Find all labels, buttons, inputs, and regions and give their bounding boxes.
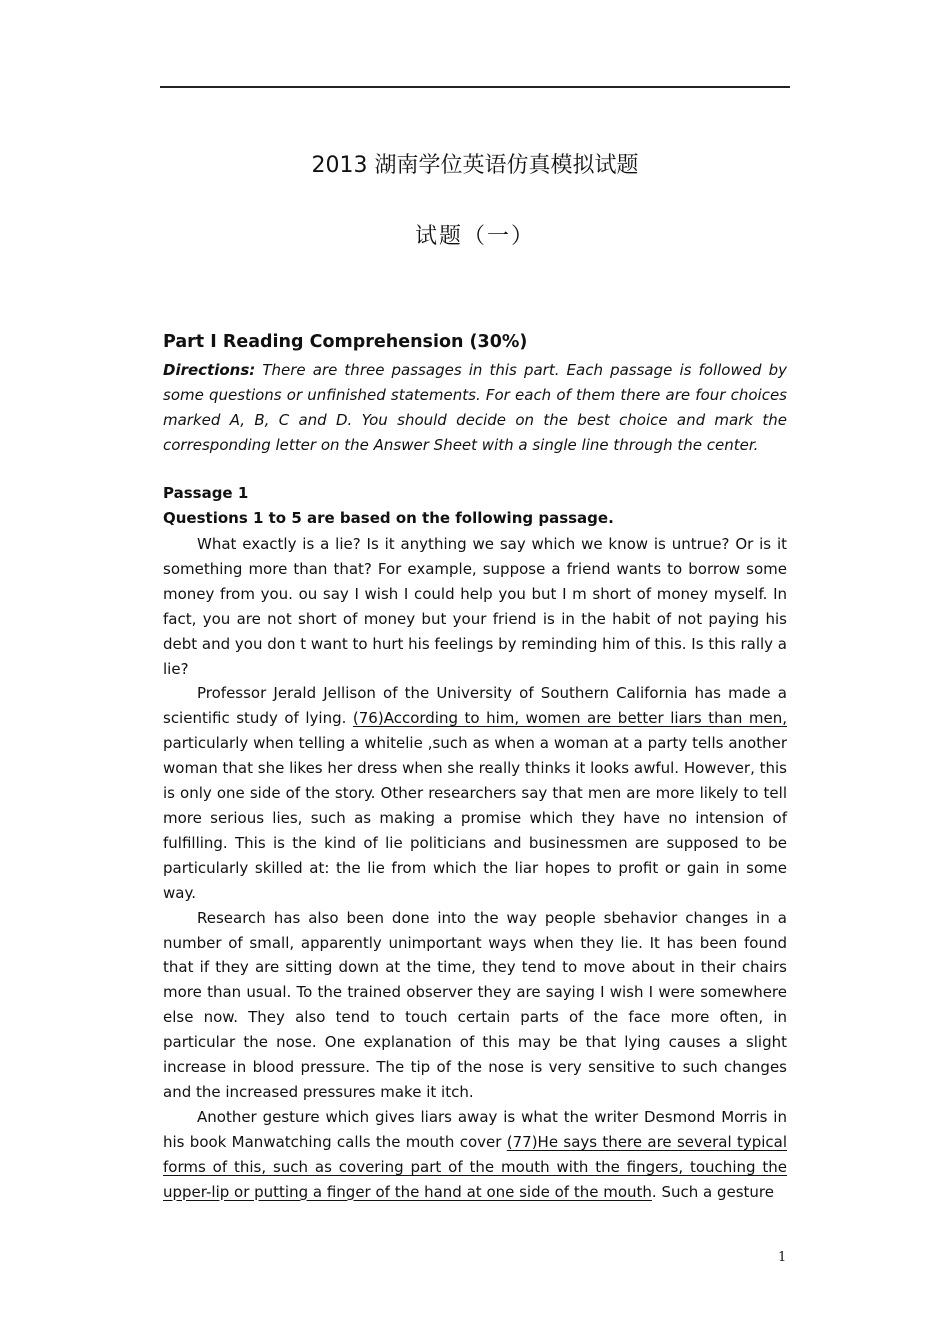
header-rule xyxy=(160,86,790,88)
paragraph-2 xyxy=(163,681,787,905)
passage-instruction: Questions 1 to 5 are based on the following passage. xyxy=(163,509,614,527)
passage-body xyxy=(163,532,787,1204)
paragraph-3: Research has also been done into the way people sbehavior changes in a number of small, apparently unimportant ways when they lie. It has been found that if they are sitting down at the time, they tend to move about in their chairs more than usual. To the trained observer they are saying I wish I were somewhere else now. They also tend to touch certain parts of the face more often, in particular the nose. One explanation of this may be that lying causes a slight increase in blood pressure. The tip of the nose is very sensitive to such changes and the increased pressures make it itch. xyxy=(163,908,787,1101)
passage-label: Passage 1 xyxy=(163,484,249,502)
question-76-underline: (76)According to him, women are better liars than men, xyxy=(352,709,787,728)
part-heading: Part I Reading Comprehension (30%) xyxy=(163,332,528,352)
paragraph-2-part-a: Professor Jerald Jellison of the University of Southern California has made a scientific study of lying. xyxy=(163,684,787,728)
directions-label: Directions: xyxy=(163,361,256,379)
paragraph-4-part-b: . Such a gesture xyxy=(651,1182,774,1201)
directions-text: There are three passages in this part. Each passage is followed by some questions or unfinished statements. For each of them there are four choices marked A, B, C and D. You should decide on the best choice and mark the corresponding letter on the Answer Sheet with a single line through the center. xyxy=(163,361,787,454)
paragraph-4 xyxy=(163,1105,787,1205)
page-number: 1 xyxy=(778,1250,787,1265)
document-title: 2013 湖南学位英语仿真模拟试题 xyxy=(311,153,639,178)
paragraph-1: What exactly is a lie? Is it anything we say which we know is untrue? Or is it something more than that? For example, suppose a friend wants to borrow some money from you. ou say I wish I could help you but I m short of money myself. In fact, you are not short of money but your friend is in the habit of not paying his debt and you don t want to hurt his feelings by reminding him of this. Is this rally a lie? xyxy=(163,535,787,678)
paragraph-2-part-b: particularly when telling a whitelie ,such as when a woman at a party tells another woman that she likes her dress when she really thinks it looks awful. However, this is only one side of the story. Other researchers say that men are more likely to tell more serious lies, such as making a promise which they have no intension of fulfilling. This is the kind of lie politicians and businessmen are supposed to be particularly skilled at: the lie from which the liar hopes to profit or gain in some way. xyxy=(163,734,787,902)
directions xyxy=(163,358,787,458)
paragraph-4-part-a: Another gesture which gives liars away is what the writer Desmond Morris in his book Manwatching calls the mouth cover xyxy=(163,1107,787,1151)
question-77-underline: (77)He says there are several typical forms of this, such as covering part of the mouth with the fingers, touching the upper-lip or putting a finger of the hand at one side of the mouth xyxy=(163,1132,787,1201)
document-subtitle: 试题（一） xyxy=(414,224,535,249)
